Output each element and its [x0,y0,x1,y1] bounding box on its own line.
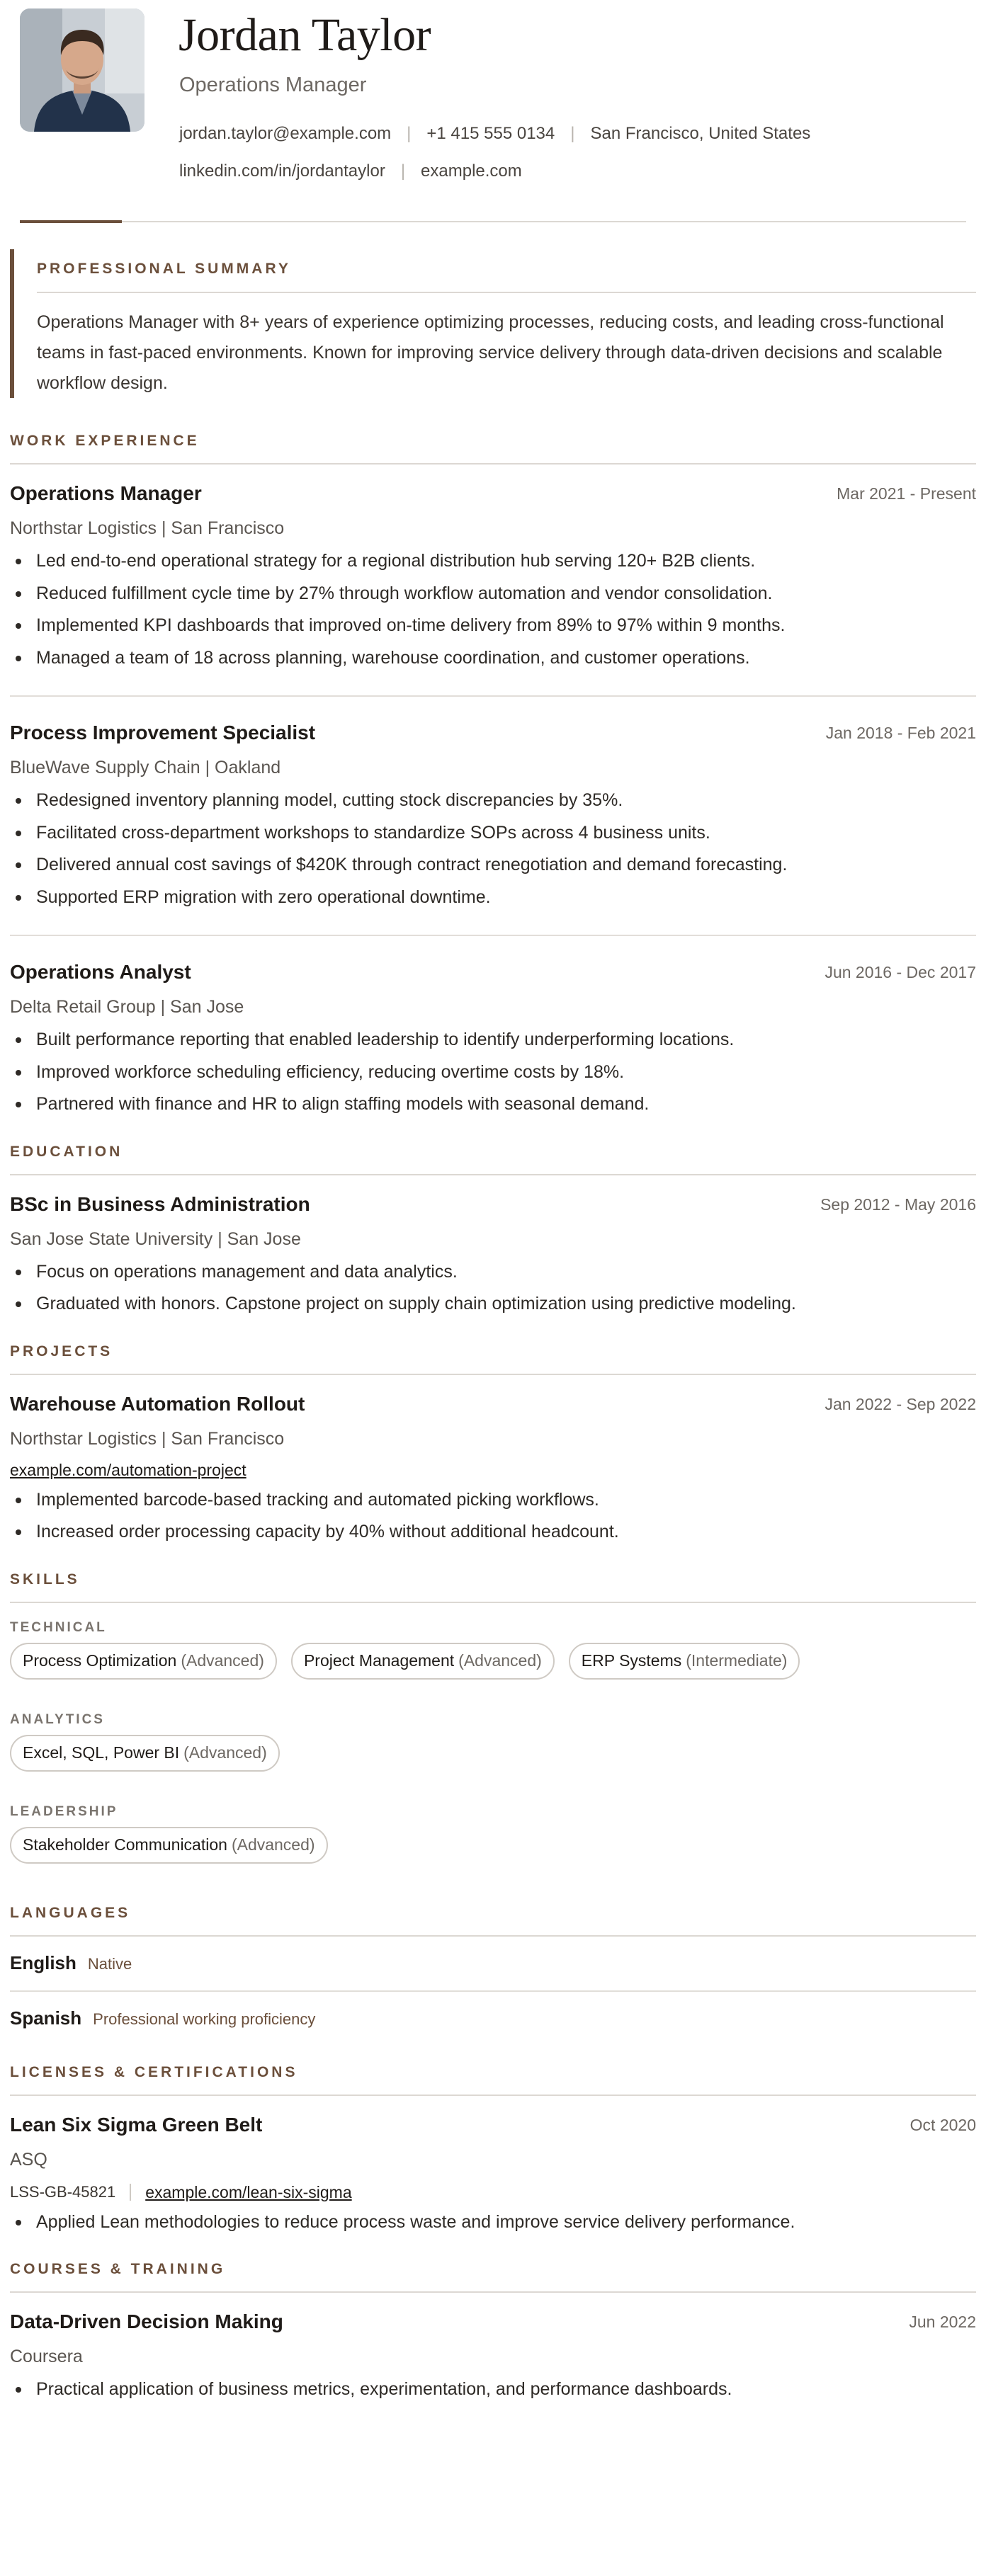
skill-name: Project Management [303,1651,455,1670]
section-title-skills: SKILLS [10,1571,80,1588]
entry-organization: San Jose State University | San Jose [10,1229,301,1249]
bullet-item: Graduated with honors. Capstone project on supply chain optimization using predictive modeling. [10,1288,976,1321]
section-title-courses: COURSES & TRAINING [10,2261,226,2277]
contact-row-primary [179,122,810,146]
experience-entry [10,480,976,674]
entry-bullets [10,1256,976,1321]
entry-degree: BSc in Business Administration [10,1192,310,1215]
section-title-projects: PROJECTS [10,1343,113,1360]
resume-header [10,0,976,222]
language-row [10,1937,976,1990]
bullet-item: Supported ERP migration with zero operational downtime. [10,882,976,914]
skill-category: ANALYTICS [10,1711,105,1727]
section-title-education: EDUCATION [10,1143,123,1160]
skill-name: Process Optimization [23,1651,177,1670]
entry-divider [10,695,976,697]
entry-project-name: Warehouse Automation Rollout [10,1392,305,1415]
skill-chip [10,1735,280,1772]
bullet-item: Facilitated cross-department workshops to standardize SOPs across 4 business units. [10,817,976,850]
entry-date: Jan 2022 - Sep 2022 [824,1394,976,1413]
section-divider [10,1174,976,1175]
credential-id: LSS-GB-45821 [10,2182,116,2201]
bullet-item: Implemented barcode-based tracking and automated picking workflows. [10,1484,976,1517]
languages-section [10,1903,976,2046]
avatar [20,8,144,132]
certifications-section [10,2063,976,2239]
bullet-item: Led end-to-end operational strategy for a regional distribution hub serving 120+ B2B clients. [10,545,976,578]
skill-name: Excel, SQL, Power BI [23,1743,180,1762]
entry-bullets [10,2373,976,2406]
bullet-item: Applied Lean methodologies to reduce process waste and improve service delivery performance. [10,2206,976,2239]
entry-bullets [10,1024,976,1121]
skill-name: ERP Systems [581,1651,682,1670]
skill-level: (Advanced) [231,1835,315,1854]
profile-photo-icon [20,8,144,132]
bullet-item: Implemented KPI dashboards that improved on-time delivery from 89% to 97% within 9 months. [10,610,976,642]
section-title-certifications: LICENSES & CERTIFICATIONS [10,2063,298,2080]
bullet-item: Increased order processing capacity by 40% without additional headcount. [10,1516,976,1549]
section-divider [37,292,976,293]
section-divider [10,2095,976,2096]
courses-section [10,2259,976,2406]
section-title-experience: WORK EXPERIENCE [10,433,200,449]
linkedin-link[interactable]: linkedin.com/in/jordantaylor [179,161,385,181]
entry-date: Oct 2020 [910,2115,976,2134]
entry-bullets [10,785,976,913]
bullet-item: Practical application of business metrics, experimentation, and performance dashboards. [10,2373,976,2406]
entry-date: Jun 2022 [909,2313,976,2331]
section-title-summary: PROFESSIONAL SUMMARY [37,261,291,277]
contact-separator: | [400,161,406,181]
skill-level: (Advanced) [183,1743,267,1762]
section-divider [10,463,976,465]
header-accent-bar [20,220,122,223]
email-link[interactable]: jordan.taylor@example.com [179,124,392,143]
certification-meta [10,2181,976,2204]
education-entry [10,1191,976,1321]
bullet-item: Built performance reporting that enabled leadership to identify underperforming locations. [10,1024,976,1056]
bullet-item: Partnered with finance and HR to align staffing models with seasonal demand. [10,1088,976,1121]
summary-text: Operations Manager with 8+ years of experience optimizing processes, reducing costs, and leading cross-functional teams in fast-paced environments. Known for improving service delivery through data-driven decisions and scalable workflow design. [37,312,944,393]
experience-section [10,431,976,1121]
experience-entry [10,959,976,1121]
entry-role: Process Improvement Specialist [10,722,316,743]
section-title-languages: LANGUAGES [10,1904,131,1921]
skill-category: LEADERSHIP [10,1803,118,1819]
entry-date: Jan 2018 - Feb 2021 [825,724,976,742]
entry-date: Sep 2012 - May 2016 [820,1195,976,1214]
language-level: Professional working proficiency [93,2010,316,2028]
section-divider [10,1374,976,1375]
entry-organization: Delta Retail Group | San Jose [10,997,244,1017]
certification-link[interactable]: example.com/lean-six-sigma [145,2182,352,2201]
language-name: English [10,1951,76,1973]
entry-organization: BlueWave Supply Chain | Oakland [10,758,281,777]
summary-section [10,249,976,398]
contact-row-secondary [179,159,522,183]
skill-level: (Advanced) [458,1651,542,1670]
section-divider [10,2291,976,2293]
skill-chips [10,1735,976,1772]
header-divider [20,221,966,222]
skill-level: (Intermediate) [686,1651,788,1670]
entry-provider: Coursera [10,2347,83,2366]
entry-date: Mar 2021 - Present [837,484,976,503]
entry-bullets [10,2206,976,2239]
bullet-item: Managed a team of 18 across planning, warehouse coordination, and customer operations. [10,642,976,675]
entry-course-name: Data-Driven Decision Making [10,2310,283,2332]
entry-divider [10,935,976,936]
skill-chip [291,1643,555,1680]
entry-certification-name: Lean Six Sigma Green Belt [10,2113,263,2136]
skill-chips [10,1827,976,1864]
bullet-item: Redesigned inventory planning model, cutting stock discrepancies by 35%. [10,785,976,817]
skill-chip [10,1827,328,1864]
entry-issuer: ASQ [10,2149,47,2170]
language-level: Native [87,1954,132,1973]
skill-category: TECHNICAL [10,1619,107,1635]
skill-chips [10,1643,976,1680]
contact-separator: | [570,124,575,143]
entry-role: Operations Analyst [10,961,191,983]
skill-chip [10,1643,277,1680]
entry-organization: Northstar Logistics | San Francisco [10,1428,285,1449]
website-link[interactable]: example.com [421,161,522,181]
experience-entry [10,719,976,913]
candidate-name: Jordan Taylor [178,9,431,61]
candidate-headline: Operations Manager [179,74,367,96]
location: San Francisco, United States [590,124,811,143]
entry-bullets [10,1484,976,1549]
bullet-item: Delivered annual cost savings of $420K through contract renegotiation and demand forecasting. [10,849,976,882]
skills-section [10,1570,976,1864]
skill-level: (Advanced) [181,1651,264,1670]
entry-role: Operations Manager [10,482,202,504]
skill-name: Stakeholder Communication [23,1835,227,1854]
language-row [10,1992,976,2046]
education-section [10,1142,976,1321]
bullet-item: Reduced fulfillment cycle time by 27% through workflow automation and vendor consolidation. [10,578,976,610]
phone-number[interactable]: +1 415 555 0134 [426,124,555,143]
language-name: Spanish [10,2007,82,2029]
bullet-item: Improved workforce scheduling efficiency, reducing overtime costs by 18%. [10,1056,976,1089]
course-entry [10,2308,976,2406]
meta-divider [130,2184,131,2201]
contact-separator: | [407,124,412,143]
section-divider [10,1602,976,1603]
skill-chip [569,1643,800,1680]
entry-date: Jun 2016 - Dec 2017 [824,963,976,981]
projects-section [10,1342,976,1549]
project-link[interactable]: example.com/automation-project [10,1460,246,1479]
bullet-item: Focus on operations management and data analytics. [10,1256,976,1289]
project-entry [10,1391,976,1549]
entry-bullets [10,545,976,674]
certification-entry [10,2111,976,2239]
entry-organization: Northstar Logistics | San Francisco [10,518,285,538]
